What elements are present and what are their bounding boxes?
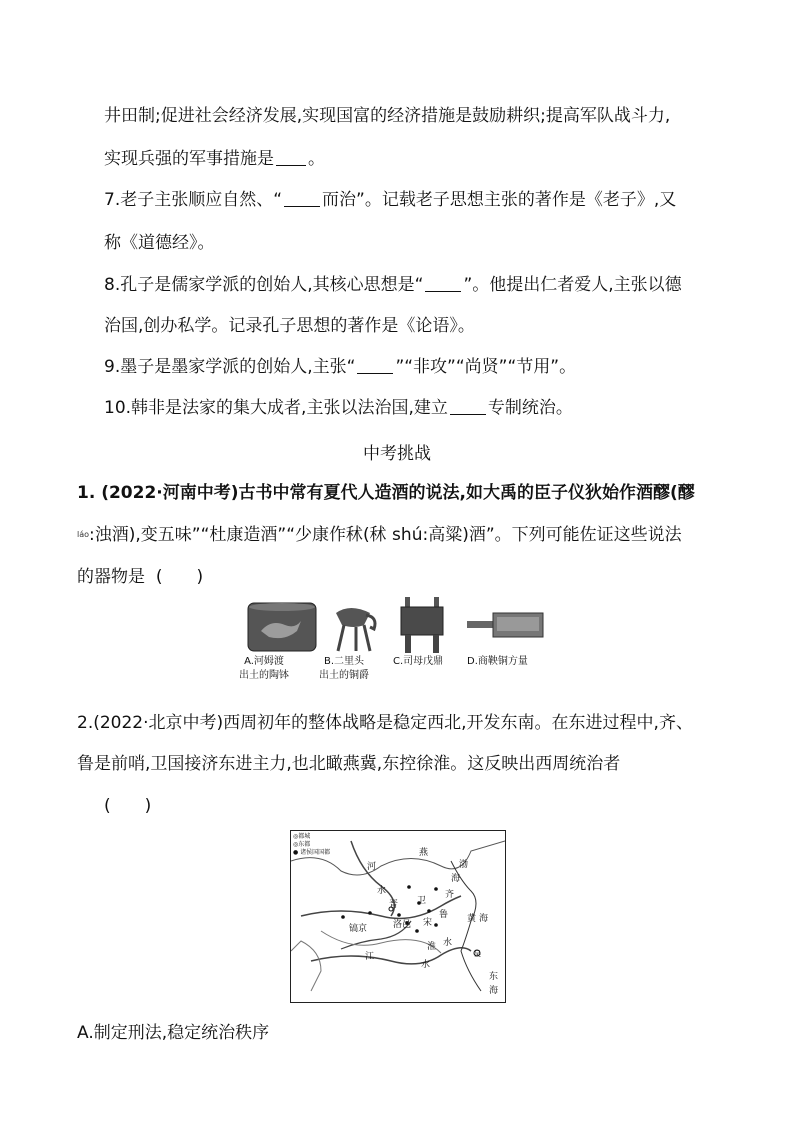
pottery-bowl-image <box>245 601 319 653</box>
text: 1. (2022·河南中考)古书中常有夏代人造酒的说法,如大禹的臣子仪狄始作酒醪(醪 <box>77 483 695 503</box>
fill-blank[interactable] <box>425 277 461 292</box>
map-label: 海 <box>479 914 489 924</box>
map-label: 海 <box>451 874 461 884</box>
text: :浊酒),变五味”“杜康造酒”“少康作秫(秫 shú:高粱)酒”。下列可能佐证这些说法 <box>89 525 682 545</box>
text: 井田制;促进社会经济发展,实现国富的经济措施是鼓励耕织;提高军队战斗力, <box>104 106 671 126</box>
question-2-line-2 <box>77 753 620 775</box>
map-label: 黄 <box>467 914 477 924</box>
answer-paren[interactable]: ( ) <box>155 567 204 587</box>
text: 7.老子主张顺应自然、“ <box>104 190 283 210</box>
western-zhou-map <box>290 830 506 1003</box>
section-title: 中考挑战 <box>363 444 431 464</box>
question-2-line-1 <box>77 712 693 734</box>
text: 10.韩非是法家的集大成者,主张以法治国,建立 <box>104 398 448 418</box>
map-label: 卫 <box>417 896 427 906</box>
map-label: 燕 <box>419 848 429 858</box>
text: 。 <box>308 149 325 169</box>
fill-blank[interactable] <box>450 400 486 415</box>
map-label: 鲁 <box>439 910 449 920</box>
shang-yang-measure-image <box>467 611 545 641</box>
text: 治国,创办私学。记录孔子思想的著作是《论语》。 <box>104 316 475 336</box>
caption-text: A.河姆渡 <box>244 656 284 667</box>
question-2-line-3 <box>104 795 151 817</box>
text-line-3 <box>104 189 676 211</box>
map-label: 洛邑 <box>393 920 412 930</box>
option-text: A.制定刑法,稳定统治秩序 <box>77 1023 270 1043</box>
simuwu-ding-image <box>397 597 447 655</box>
caption-d <box>467 655 528 669</box>
caption-text: B.二里头 <box>323 656 365 667</box>
text: 2.(2022·北京中考)西周初年的整体战略是稳定西北,开发东南。在东进过程中,齐、 <box>77 713 693 733</box>
text: 专制统治。 <box>487 398 573 418</box>
text-line-8 <box>104 397 573 419</box>
caption-text: 出土的铜爵 <box>319 670 369 681</box>
fill-blank[interactable] <box>357 359 393 374</box>
text: 称《道德经》。 <box>104 233 215 253</box>
map-label: 河 <box>367 862 377 872</box>
map-label: 宋 <box>423 918 433 928</box>
legend-item: ● 诸侯国国都 <box>293 849 331 856</box>
pinyin: láo <box>77 530 90 539</box>
text: ”“非攻”“尚贤”“节用”。 <box>395 357 577 377</box>
text: 8.孔子是儒家学派的创始人,其核心思想是“ <box>104 275 424 295</box>
text: 实现兵强的军事措施是 <box>104 149 274 169</box>
fill-blank[interactable] <box>284 192 320 207</box>
map-label: 淮 <box>427 942 437 952</box>
text-line-5 <box>104 274 682 296</box>
legend-item: ◎都城 <box>293 833 311 840</box>
text: 的器物是 <box>77 567 145 587</box>
map-label: 水 <box>443 938 453 948</box>
text: 鲁是前哨,卫国接济东进主力,也北瞰燕冀,东控徐淮。这反映出西周统治者 <box>77 754 621 774</box>
map-label: 水 <box>421 960 431 970</box>
map-label: 海 <box>489 986 499 996</box>
text-line-4 <box>104 232 215 254</box>
map-label: 东 <box>489 972 499 982</box>
bronze-jue-image <box>330 599 380 655</box>
map-label: 渤 <box>459 860 469 870</box>
text-line-1 <box>104 105 670 127</box>
option-a[interactable] <box>77 1022 269 1044</box>
fill-blank[interactable] <box>276 151 306 166</box>
question-1-line-3 <box>77 566 203 588</box>
answer-paren[interactable]: ( ) <box>104 796 152 816</box>
caption-c <box>393 655 443 669</box>
caption-b <box>319 655 369 683</box>
map-label: 齐 <box>445 890 455 900</box>
text: ”。他提出仁者爱人,主张以德 <box>463 275 682 295</box>
map-label: 晋 <box>389 900 399 910</box>
artifact-images <box>239 597 545 692</box>
text-line-2 <box>104 148 325 170</box>
map-label: 水 <box>377 886 387 896</box>
map-legend <box>293 833 330 857</box>
question-1-line-1 <box>77 482 695 504</box>
map-label: 江 <box>365 952 375 962</box>
caption-text: D.商鞅铜方量 <box>467 656 528 667</box>
caption-text: 出土的陶钵 <box>239 670 289 681</box>
text: 9.墨子是墨家学派的创始人,主张“ <box>104 357 356 377</box>
text: 而治”。记载老子思想主张的著作是《老子》,又 <box>322 190 677 210</box>
text-line-6 <box>104 315 475 337</box>
question-1-line-2 <box>77 524 682 546</box>
caption-a <box>239 655 289 683</box>
map-label: 镐京 <box>349 924 368 934</box>
legend-item: ◎东都 <box>293 841 311 848</box>
map-label: 吴 <box>474 950 481 958</box>
text-line-7 <box>104 356 576 378</box>
caption-text: C.司母戊鼎 <box>393 656 444 667</box>
